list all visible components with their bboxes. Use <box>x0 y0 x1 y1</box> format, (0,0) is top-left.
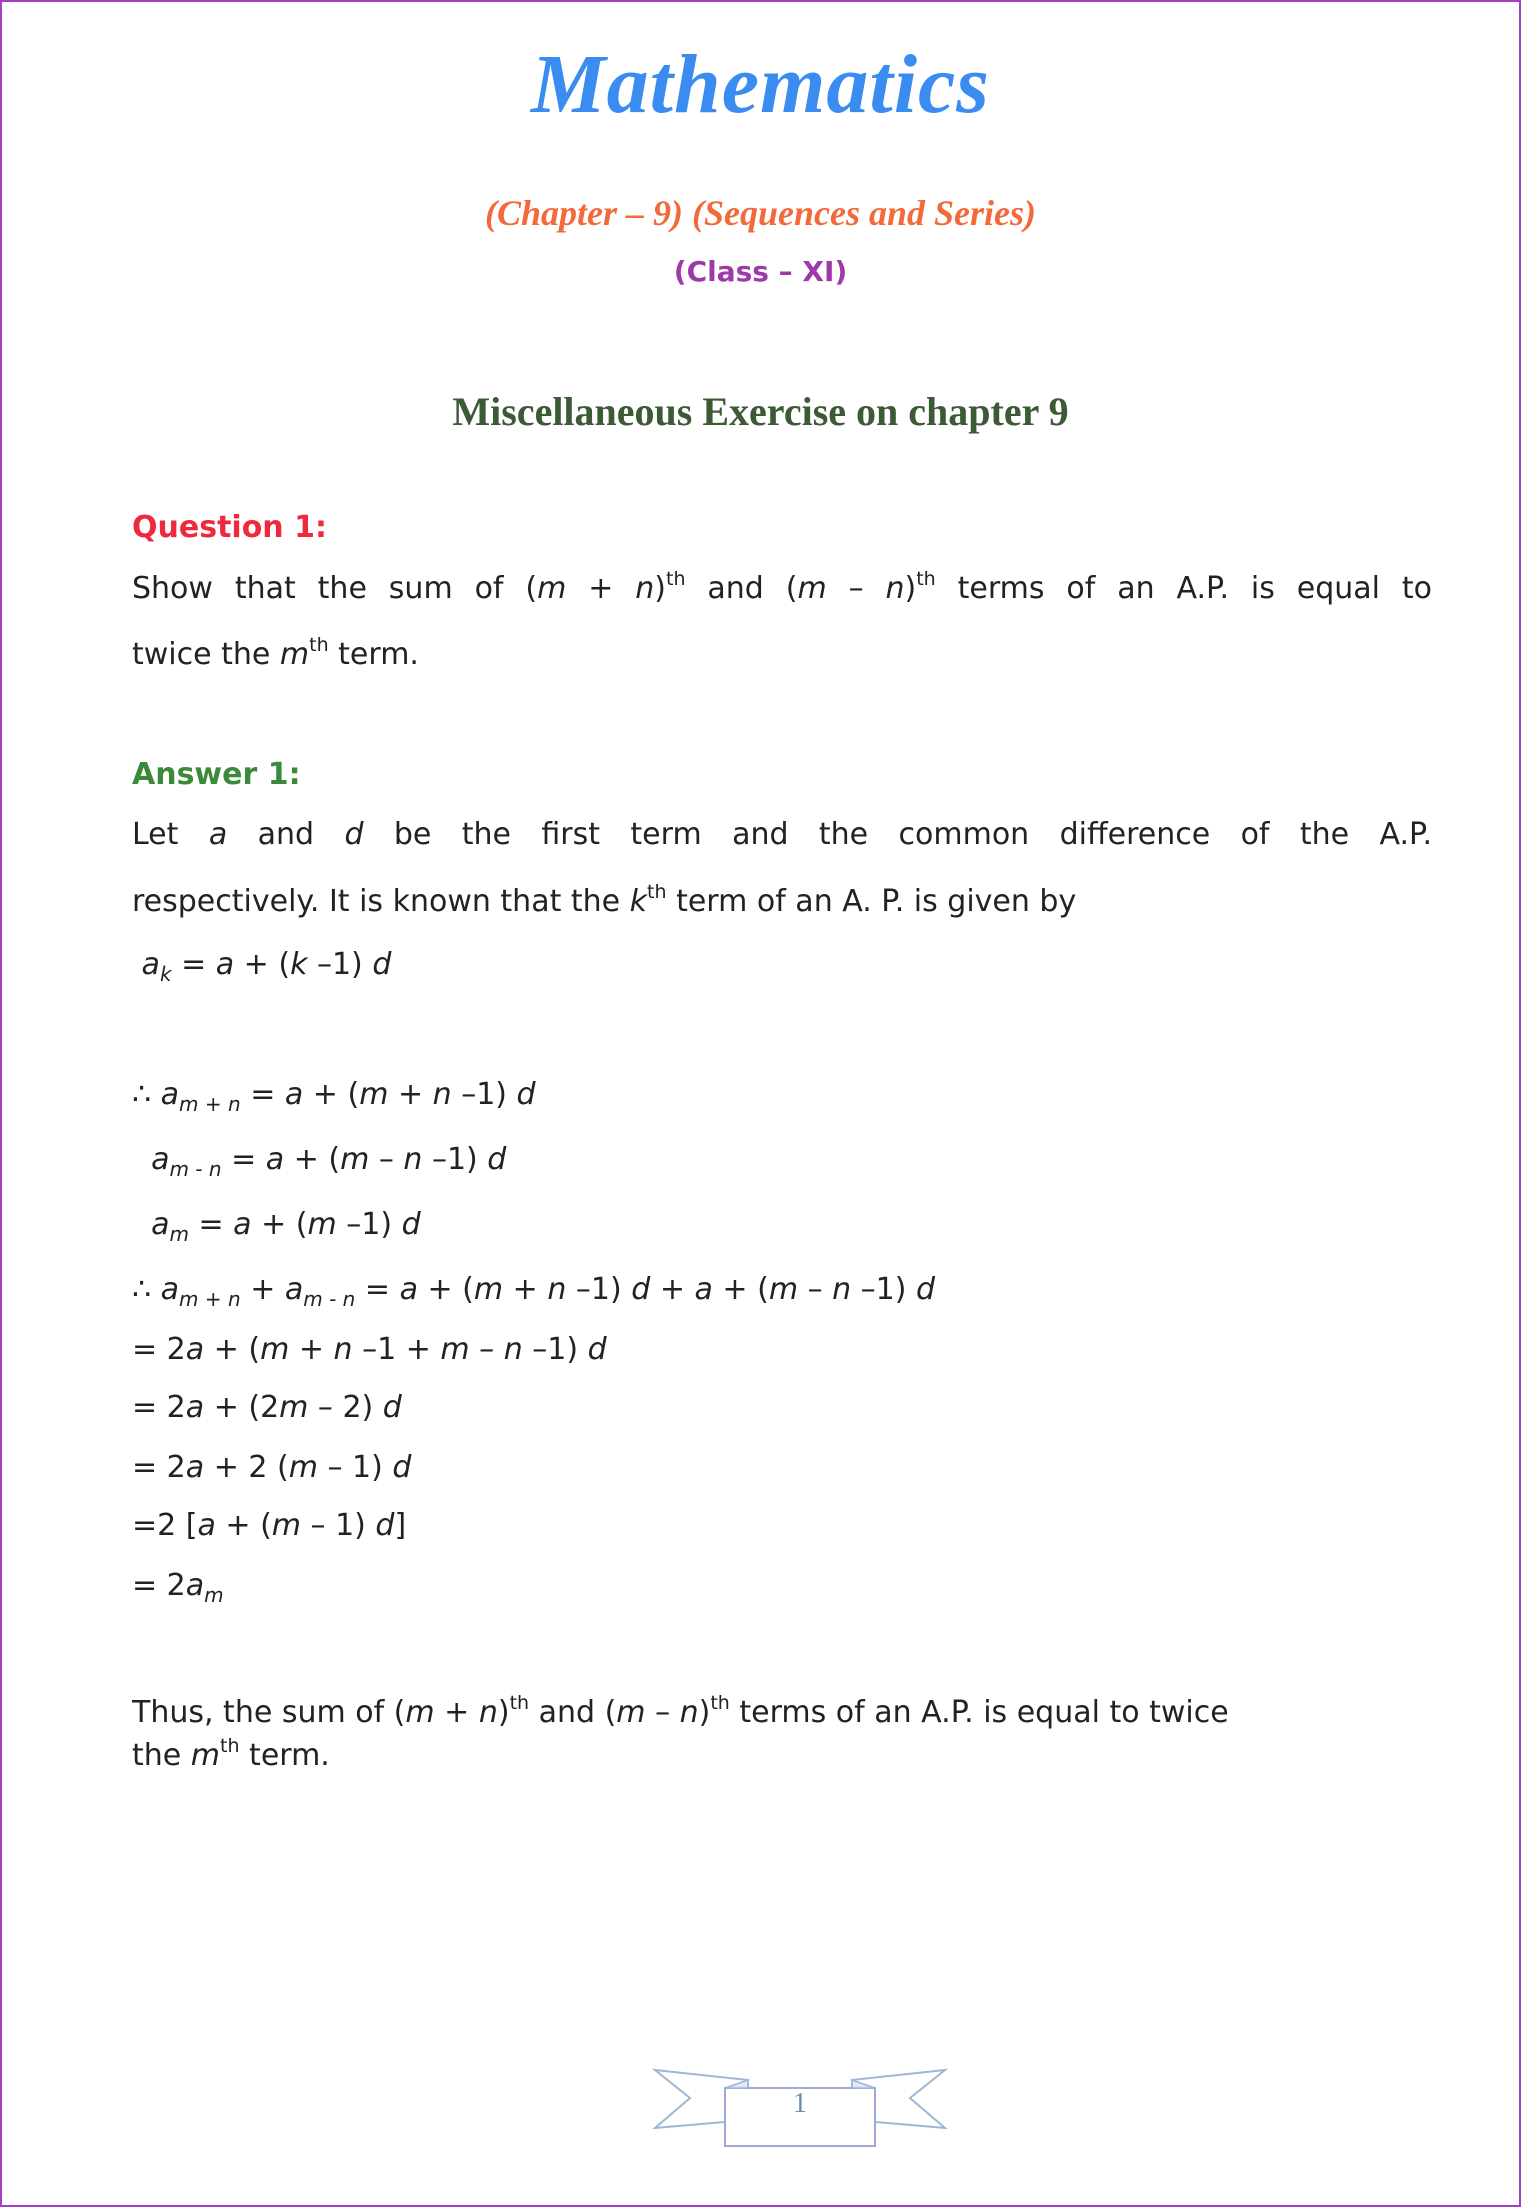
text-segment: – <box>826 571 886 606</box>
text-line <box>132 1142 1432 1181</box>
text-segment: terms of an A.P. is equal to <box>935 571 1432 606</box>
math-variable: n <box>635 571 655 606</box>
text-segment: ) <box>497 1695 510 1730</box>
text-segment: = <box>188 1207 234 1242</box>
text-segment: + <box>503 1272 548 1307</box>
math-variable: n <box>503 1332 523 1367</box>
text-line <box>132 817 1432 852</box>
text-segment <box>132 1142 151 1177</box>
text-segment: term of an A. P. is given by <box>666 884 1077 919</box>
math-variable: m <box>279 637 310 672</box>
math-variable: m <box>279 1390 309 1425</box>
math-variable: a <box>284 1077 304 1112</box>
subscript: m - n <box>303 1287 356 1311</box>
text-segment: + <box>289 1332 334 1367</box>
answer-heading: Answer 1: <box>132 757 301 792</box>
text-segment: –1) <box>566 1272 632 1307</box>
math-variable: m <box>768 1272 799 1307</box>
text-segment: – <box>469 1332 504 1367</box>
math-variable: m <box>340 1142 370 1177</box>
math-variable: m <box>260 1332 290 1367</box>
text-segment: + ( <box>251 1207 308 1242</box>
subscript: m <box>169 1222 189 1246</box>
superscript: th <box>509 1692 530 1714</box>
math-variable: d <box>401 1207 421 1242</box>
math-variable: a <box>197 1508 216 1543</box>
text-segment: and ( <box>685 571 798 606</box>
text-line <box>132 1692 1432 1730</box>
text-segment <box>132 1207 151 1242</box>
subscript: m - n <box>169 1157 222 1181</box>
text-segment: –1) <box>851 1272 917 1307</box>
math-variable: a <box>185 1568 205 1603</box>
superscript: th <box>220 1735 240 1757</box>
text-segment: + ( <box>417 1272 474 1307</box>
math-variable: a <box>284 1272 304 1307</box>
text-segment: = 2 <box>132 1390 186 1425</box>
text-segment: ∴ <box>132 1272 161 1307</box>
text-line <box>132 1508 1432 1543</box>
math-variable: a <box>185 1450 205 1485</box>
text-segment: = 2 <box>132 1332 186 1367</box>
text-line <box>132 1450 1432 1485</box>
chapter-subtitle: (Chapter – 9) (Sequences and Series) <box>485 193 1036 233</box>
math-variable: n <box>832 1272 852 1307</box>
text-line <box>132 1077 1432 1116</box>
text-segment: and ( <box>529 1695 617 1730</box>
superscript: th <box>647 881 667 903</box>
text-line <box>132 1332 1432 1367</box>
text-segment: + (2 <box>204 1390 280 1425</box>
text-segment: + <box>388 1077 433 1112</box>
math-variable: n <box>547 1272 567 1307</box>
math-variable: m <box>271 1508 302 1543</box>
text-segment: + 2 ( <box>204 1450 289 1485</box>
text-segment: respectively. It is known that the <box>132 884 630 919</box>
math-variable: a <box>151 1207 170 1242</box>
text-segment: – 1) <box>317 1450 393 1485</box>
text-segment: + <box>434 1695 479 1730</box>
math-variable: m <box>616 1695 646 1730</box>
math-variable: m <box>405 1695 435 1730</box>
math-variable: a <box>151 1142 170 1177</box>
math-variable: d <box>382 1390 402 1425</box>
text-line <box>132 634 1432 672</box>
text-segment: = <box>171 947 216 982</box>
math-variable: a <box>185 1390 205 1425</box>
text-segment: ∴ <box>132 1077 161 1112</box>
text-segment: –1 + <box>352 1332 441 1367</box>
text-segment: Thus, the sum of ( <box>132 1695 406 1730</box>
text-segment: = <box>221 1142 266 1177</box>
text-segment: term. <box>328 637 419 672</box>
math-variable: m <box>288 1450 318 1485</box>
class-label: (Class – XI) <box>673 255 848 288</box>
math-variable: a <box>215 947 235 982</box>
math-variable: m <box>537 571 567 606</box>
math-variable: d <box>487 1142 507 1177</box>
math-variable: d <box>916 1272 936 1307</box>
math-variable: d <box>631 1272 651 1307</box>
text-segment: Let <box>132 817 209 852</box>
text-segment: + ( <box>215 1508 272 1543</box>
text-segment: –1) <box>522 1332 588 1367</box>
text-segment: + ( <box>204 1332 261 1367</box>
math-variable: k <box>629 884 648 919</box>
text-segment: – 2) <box>308 1390 383 1425</box>
text-segment: – <box>369 1142 404 1177</box>
text-segment: + <box>650 1272 695 1307</box>
math-variable: a <box>185 1332 205 1367</box>
text-segment: + <box>240 1272 285 1307</box>
document-title: Mathematics <box>530 38 990 131</box>
superscript: th <box>916 568 936 590</box>
math-variable: n <box>432 1077 452 1112</box>
text-segment: + <box>566 571 636 606</box>
text-segment: = 2 <box>132 1450 186 1485</box>
text-line <box>132 1272 1432 1311</box>
text-segment: ) <box>698 1695 711 1730</box>
text-line <box>132 1568 1432 1607</box>
exercise-heading: Miscellaneous Exercise on chapter 9 <box>452 389 1069 434</box>
text-segment: =2 [ <box>132 1508 198 1543</box>
math-variable: m <box>190 1738 221 1773</box>
math-variable: d <box>516 1077 536 1112</box>
math-variable: m <box>473 1272 504 1307</box>
text-segment: + ( <box>303 1077 360 1112</box>
math-variable: a <box>160 1077 180 1112</box>
text-segment: –1) <box>451 1077 517 1112</box>
math-variable: a <box>233 1207 252 1242</box>
math-variable: d <box>392 1450 412 1485</box>
subscript: m + n <box>179 1092 241 1116</box>
math-variable: n <box>885 571 905 606</box>
math-variable: d <box>372 947 392 982</box>
text-segment: and <box>227 817 345 852</box>
text-segment: the <box>132 1738 191 1773</box>
text-segment: term. <box>239 1738 330 1773</box>
text-segment: –1) <box>336 1207 402 1242</box>
text-line <box>132 568 1432 606</box>
text-segment: ] <box>394 1508 407 1543</box>
superscript: th <box>710 1692 730 1714</box>
math-variable: n <box>679 1695 699 1730</box>
text-segment: –1) <box>422 1142 488 1177</box>
text-line <box>132 947 1432 986</box>
math-variable: n <box>403 1142 423 1177</box>
text-segment: Show that the sum of ( <box>132 571 538 606</box>
math-variable: d <box>344 817 364 852</box>
text-segment: = <box>355 1272 400 1307</box>
math-variable: m <box>797 571 827 606</box>
math-variable: d <box>587 1332 607 1367</box>
text-segment: – 1) <box>301 1508 376 1543</box>
text-line <box>132 1390 1432 1425</box>
text-segment: terms of an A.P. is equal to twice <box>729 1695 1229 1730</box>
text-line <box>132 1207 1432 1246</box>
text-segment: be the first term and the common difference of the A.P. <box>363 817 1433 852</box>
text-segment: = 2 <box>132 1568 186 1603</box>
subscript: m + n <box>179 1287 241 1311</box>
math-variable: m <box>440 1332 470 1367</box>
math-variable: a <box>160 1272 180 1307</box>
text-line <box>132 881 1432 919</box>
text-segment: – <box>645 1695 680 1730</box>
math-variable: a <box>208 817 228 852</box>
superscript: th <box>309 634 329 656</box>
text-segment: + ( <box>712 1272 769 1307</box>
superscript: th <box>666 568 686 590</box>
subscript: k <box>159 962 172 986</box>
math-variable: n <box>478 1695 498 1730</box>
text-segment <box>132 947 142 982</box>
text-segment: – <box>798 1272 833 1307</box>
text-segment: –1) <box>307 947 373 982</box>
math-variable: d <box>375 1508 395 1543</box>
math-variable: m <box>307 1207 337 1242</box>
math-variable: a <box>694 1272 713 1307</box>
page-number: 1 <box>793 2088 807 2119</box>
math-variable: m <box>359 1077 389 1112</box>
text-segment: twice the <box>132 637 280 672</box>
text-segment: + ( <box>234 947 291 982</box>
text-line <box>132 1735 1432 1773</box>
question-heading: Question 1: <box>132 510 327 545</box>
text-segment: = <box>240 1077 285 1112</box>
math-variable: a <box>265 1142 285 1177</box>
subscript: m <box>204 1583 224 1607</box>
text-segment: ) <box>904 571 917 606</box>
text-segment: + ( <box>284 1142 341 1177</box>
math-variable: n <box>333 1332 353 1367</box>
math-variable: a <box>399 1272 418 1307</box>
math-variable: a <box>141 947 160 982</box>
text-segment: ) <box>654 571 666 606</box>
math-variable: k <box>290 947 308 982</box>
